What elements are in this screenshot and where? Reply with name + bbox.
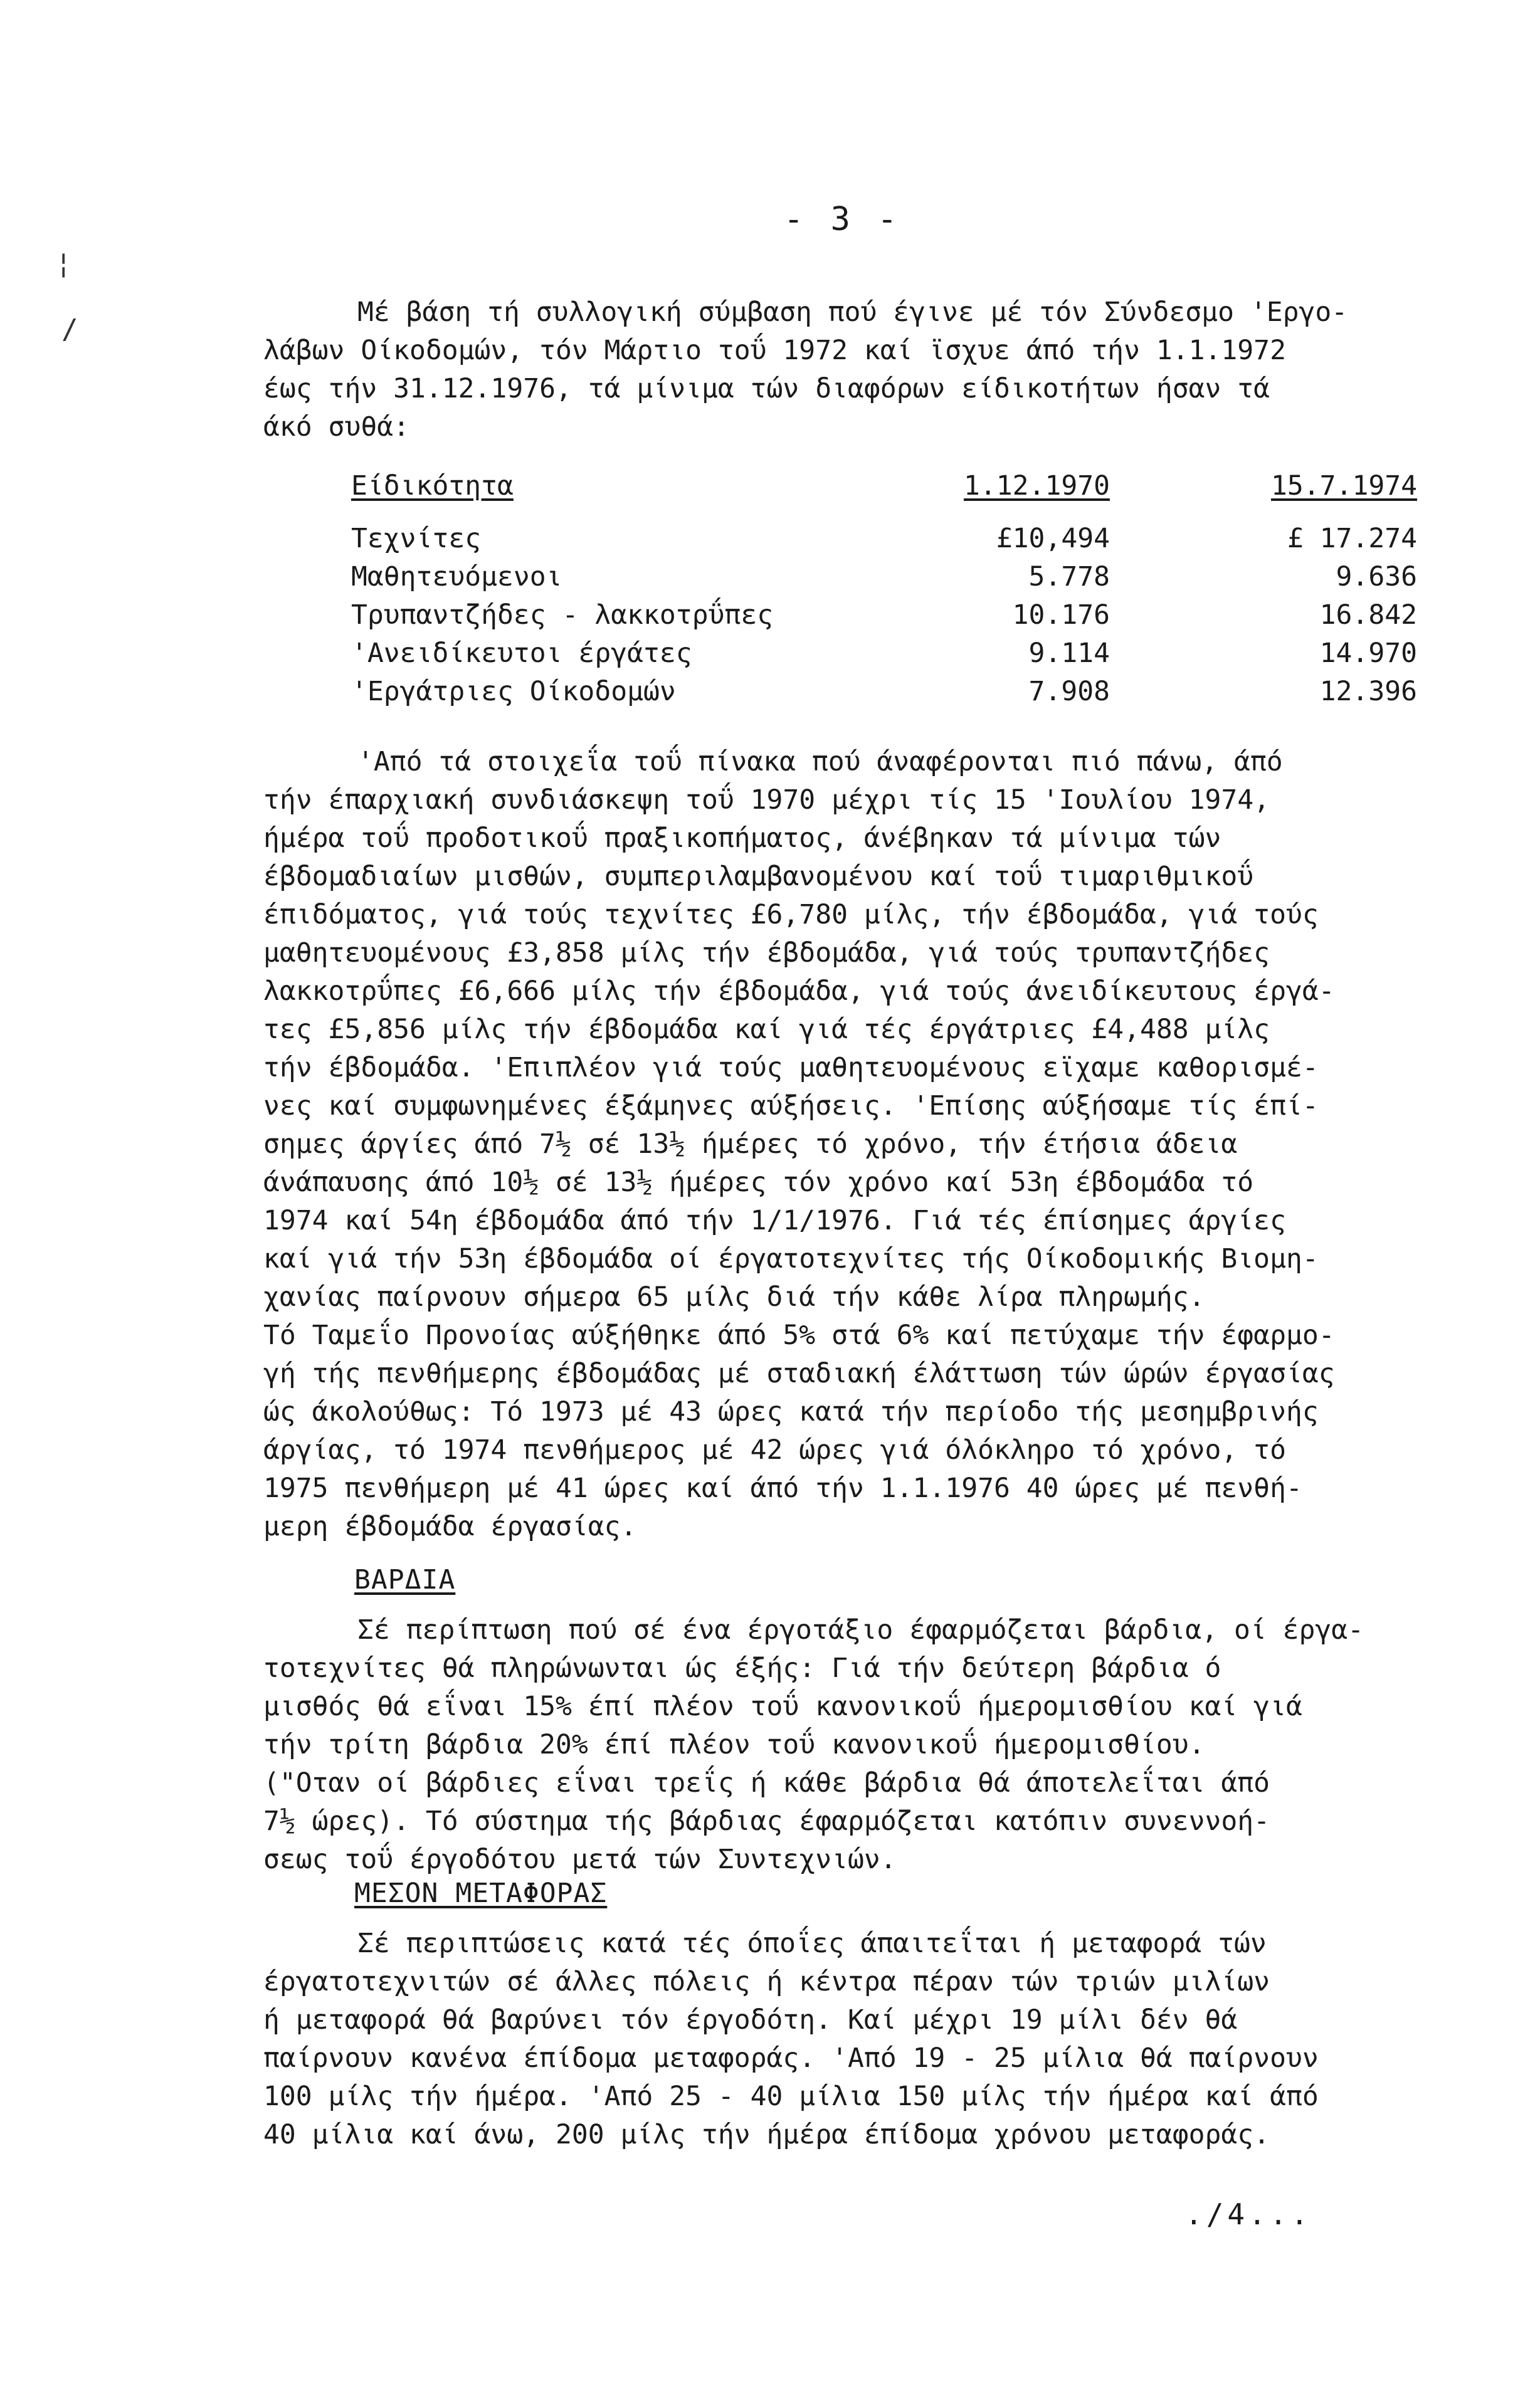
text-line: σημες άργίες άπό 7½ σέ 13½ ήμέρες τό χρόνο, τήν έτήσια άδεια — [263, 1128, 1238, 1160]
wage-table — [351, 467, 1417, 711]
text-line: σεως τοΰ έργοδότου μετά τών Συντεχνιών. — [263, 1844, 897, 1875]
cell-specialty: Μαθητευόμενοι — [351, 561, 562, 592]
text-line: άκό συθά: — [263, 411, 409, 443]
cell-1970: 9.114 — [1028, 638, 1110, 669]
text-line: ή μεταφορά θά βαρύνει τόν έργοδότη. Καί μέχρι 19 μίλι δέν θά — [263, 2004, 1238, 2036]
text-line: καί γιά τήν 53η έβδομάδα οί έργατοτεχνίτες τής Οίκοδομικής Βιομη- — [263, 1243, 1319, 1275]
text-line: μερη έβδομάδα έργασίας. — [263, 1511, 637, 1542]
text-line: μαθητευομένους £3,858 μίλς τήν έβδομάδα, γιά τούς τρυπαντζήδες — [263, 937, 1270, 969]
margin-scan-mark: ¦ — [55, 248, 72, 280]
text-line: τήν τρίτη βάρδια 20% έπί πλέον τοΰ κανονικοΰ ήμερομισθίου. — [263, 1729, 1205, 1760]
cell-1970: 10.176 — [1012, 599, 1110, 631]
cell-specialty: Τεχνίτες — [351, 523, 482, 554]
text-line: Τό Ταμεΐο Προνοίας αύξήθηκε άπό 5% στά 6% καί πετύχαμε τήν έφαρμο- — [263, 1320, 1335, 1351]
text-line: 1974 καί 54η έβδομάδα άπό τήν 1/1/1976. Γιά τές έπίσημες άργίες — [263, 1205, 1286, 1236]
text-line: χανίας παίρνουν σήμερα 65 μίλς διά τήν κάθε λίρα πληρωμής. — [263, 1281, 1205, 1313]
cell-specialty: Τρυπαντζήδες - λακκοτρΰπες — [351, 599, 774, 631]
text-line: άνάπαυσης άπό 10½ σέ 13½ ήμέρες τόν χρόνο καί 53η έβδομάδα τό — [263, 1167, 1254, 1198]
text-line: έπιδόματος, γιά τούς τεχνίτες £6,780 μίλς, τήν έβδομάδα, γιά τούς — [263, 899, 1319, 930]
text-line: τήν έπαρχιακή συνδιάσκεψη τοΰ 1970 μέχρι τίς 15 'Ιουλίου 1974, — [263, 784, 1270, 816]
text-line: ήμέρα τοΰ προδοτικοΰ πραξικοπήματος, άνέβηκαν τά μίνιμα τών — [263, 823, 1221, 854]
continuation-marker: ./4... — [1185, 2197, 1312, 2231]
shifts-paragraph — [263, 1611, 1511, 1879]
header-specialty: Είδικότητα — [351, 470, 514, 502]
cell-1974: 16.842 — [1319, 599, 1417, 631]
intro-paragraph — [263, 293, 1511, 446]
table-row — [351, 596, 1417, 634]
table-header-row — [351, 467, 1417, 520]
text-line: έως τήν 31.12.1976, τά μίνιμα τών διαφόρων είδικοτήτων ήσαν τά — [263, 373, 1270, 404]
main-paragraph — [263, 743, 1511, 1546]
text-line: γή τής πενθήμερης έβδομάδας μέ σταδιακή έλάττωση τών ώρών έργασίας — [263, 1358, 1335, 1389]
page-number: - 3 - — [784, 201, 901, 238]
text-line: έβδομαδιαίων μισθών, συμπεριλαμβανομένου καί τοΰ τιμαριθμικοΰ — [263, 861, 1254, 892]
text-line: τήν έβδομάδα. 'Επιπλέον γιά τούς μαθητευομένους εϊχαμε καθορισμέ- — [263, 1052, 1319, 1083]
cell-1974: 12.396 — [1319, 676, 1417, 707]
section-heading-shifts: ΒΑΡΔΙΑ — [354, 1564, 456, 1596]
text-line: λακκοτρΰπες £6,666 μίλς τήν έβδομάδα, γιά τούς άνειδίκευτους έργά- — [263, 975, 1335, 1007]
text-line: λάβων Οίκοδομών, τόν Μάρτιο τοΰ 1972 καί ϊσχυε άπό τήν 1.1.1972 — [263, 335, 1286, 366]
cell-1974: 14.970 — [1319, 638, 1417, 669]
transport-paragraph — [263, 1925, 1511, 2154]
section-heading-transport: ΜΕΣΟΝ ΜΕΤΑΦΟΡΑΣ — [354, 1878, 608, 1909]
cell-specialty: 'Ανειδίκευτοι έργάτες — [351, 638, 692, 669]
text-line: 7½ ώρες). Τό σύστημα τής βάρδιας έφαρμόζεται κατόπιν συνεννοή- — [263, 1806, 1270, 1837]
text-line: νες καί συμφωνημένες έξάμηνες αύξήσεις. 'Επίσης αύξήσαμε τίς έπί- — [263, 1090, 1319, 1122]
text-line: Μέ βάση τή συλλογική σύμβαση πού έγινε μέ τόν Σύνδεσμο 'Εργο- — [357, 297, 1348, 328]
table-row — [351, 558, 1417, 596]
text-line: ώς άκολούθως: Τό 1973 μέ 43 ώρες κατά τήν περίοδο τής μεσημβρινής — [263, 1396, 1319, 1427]
text-line: Σέ περιπτώσεις κατά τές όποΐες άπαιτεΐται ή μεταφορά τών — [357, 1928, 1267, 1959]
text-line: ("Οταν οί βάρδιες εΐναι τρεΐς ή κάθε βάρδια θά άποτελεΐται άπό — [263, 1767, 1270, 1799]
table-row — [351, 520, 1417, 558]
table-row — [351, 634, 1417, 673]
text-line: τες £5,856 μίλς τήν έβδομάδα καί γιά τές έργάτριες £4,488 μίλς — [263, 1014, 1270, 1045]
text-line: άργίας, τό 1974 πενθήμερος μέ 42 ώρες γιά όλόκληρο τό χρόνο, τό — [263, 1434, 1286, 1466]
text-line: 'Από τά στοιχεΐα τοΰ πίνακα πού άναφέρονται πιό πάνω, άπό — [357, 746, 1283, 777]
text-line: παίρνουν κανένα έπίδομα μεταφοράς. 'Από 19 - 25 μίλια θά παίρνουν — [263, 2043, 1319, 2074]
header-1970: 1.12.1970 — [964, 470, 1110, 502]
cell-1970: 5.778 — [1028, 561, 1110, 592]
cell-1970: 7.908 — [1028, 676, 1110, 707]
text-line: Σέ περίπτωση πού σέ ένα έργοτάξιο έφαρμόζεται βάρδια, οί έργα- — [357, 1614, 1364, 1646]
cell-1970: £10,494 — [996, 523, 1110, 554]
text-line: 100 μίλς τήν ήμέρα. 'Από 25 - 40 μίλια 150 μίλς τήν ήμέρα καί άπό — [263, 2081, 1319, 2112]
text-line: 1975 πενθήμερη μέ 41 ώρες καί άπό τήν 1.1.1976 40 ώρες μέ πενθή- — [263, 1473, 1302, 1504]
text-line: τοτεχνίτες θά πληρώνωνται ώς έξής: Γιά τήν δεύτερη βάρδια ό — [263, 1653, 1221, 1684]
text-line: έργατοτεχνιτών σέ άλλες πόλεις ή κέντρα πέραν τών τριών μιλίων — [263, 1966, 1270, 1997]
cell-1974: £ 17.274 — [1287, 523, 1417, 554]
table-row — [351, 673, 1417, 711]
cell-specialty: 'Εργάτριες Οίκοδομών — [351, 676, 676, 707]
cell-1974: 9.636 — [1336, 561, 1417, 592]
text-line: μισθός θά εΐναι 15% έπί πλέον τοΰ κανονικοΰ ήμερομισθίου καί γιά — [263, 1691, 1302, 1722]
margin-scan-mark: / — [61, 313, 78, 345]
header-1974: 15.7.1974 — [1271, 470, 1417, 502]
text-line: 40 μίλια καί άνω, 200 μίλς τήν ήμέρα έπίδομα χρόνου μεταφοράς. — [263, 2119, 1270, 2150]
